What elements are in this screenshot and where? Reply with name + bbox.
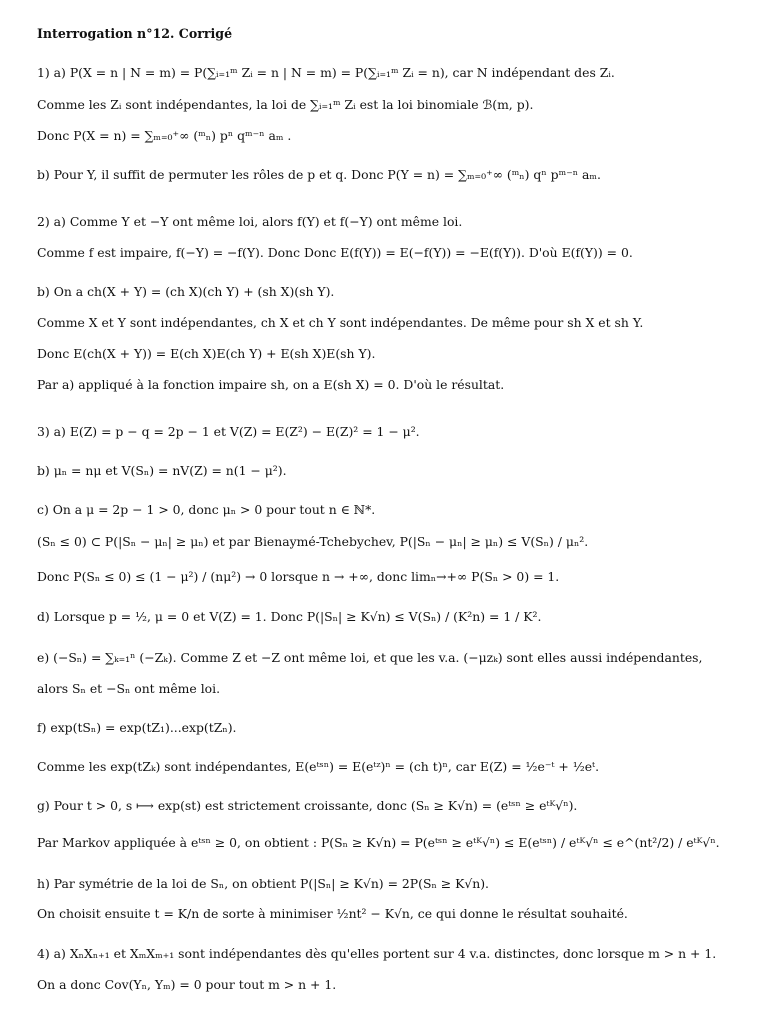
text-line: 2) a) Comme Y et −Y ont même loi, alors f(Y) et f(−Y) ont même loi.: [37, 214, 463, 229]
text-line: Comme f est impaire, f(−Y) = −f(Y). Donc Donc E(f(Y)) = E(−f(Y)) = −E(f(Y)). D'où E(f(Y)) = 0.: [37, 245, 633, 260]
text-line: 3) a) E(Z) = p − q = 2p − 1 et V(Z) = E(Z²) − E(Z)² = 1 − μ².: [37, 424, 420, 439]
text-line: Par a) appliqué à la fonction impaire sh, on a E(sh X) = 0. D'où le résultat.: [37, 377, 505, 392]
text-line: f) exp(tSₙ) = exp(tZ₁)...exp(tZₙ).: [37, 720, 237, 735]
text-line: h) Par symétrie de la loi de Sₙ, on obtient P(|Sₙ| ≥ K√n) = 2P(Sₙ ≥ K√n).: [37, 876, 489, 891]
text-line: Donc P(Sₙ ≤ 0) ≤ (1 − μ²) / (nμ²) → 0 lorsque n → +∞, donc limₙ→+∞ P(Sₙ > 0) = 1.: [37, 569, 560, 584]
text-line: Donc E(ch(X + Y)) = E(ch X)E(ch Y) + E(sh X)E(sh Y).: [37, 346, 376, 361]
text-line: Comme X et Y sont indépendantes, ch X et ch Y sont indépendantes. De même pour sh X et sh Y.: [37, 315, 644, 330]
text-line: b) μₙ = nμ et V(Sₙ) = nV(Z) = n(1 − μ²).: [37, 463, 287, 478]
text-line: Comme les exp(tZₖ) sont indépendantes, E(eᵗˢⁿ) = E(eᵗᶻ)ⁿ = (ch t)ⁿ, car E(Z) = ½e⁻ᵗ + ½eᵗ.: [37, 759, 600, 774]
text-line: 4) a) XₙXₙ₊₁ et XₘXₘ₊₁ sont indépendantes dès qu'elles portent sur 4 v.a. distinctes, donc lorsque m > n + 1.: [37, 946, 717, 961]
text-line: Par Markov appliquée à eᵗˢⁿ ≥ 0, on obtient : P(Sₙ ≥ K√n) = P(eᵗˢⁿ ≥ eᵗᴷ√ⁿ) ≤ E(eᵗˢⁿ) / eᵗᴷ√ⁿ ≤ e^(nt²/2) / eᵗᴷ√ⁿ.: [37, 835, 720, 850]
text-line: On choisit ensuite t = K/n de sorte à minimiser ½nt² − K√n, ce qui donne le résultat souhaité.: [37, 906, 628, 921]
text-line: (Sₙ ≤ 0) ⊂ P(|Sₙ − μₙ| ≥ μₙ) et par Bienaymé-Tchebychev, P(|Sₙ − μₙ| ≥ μₙ) ≤ V(Sₙ) / μₙ².: [37, 534, 589, 549]
document-title: Interrogation n°12. Corrigé: [37, 26, 233, 41]
text-line: b) Pour Y, il suffit de permuter les rôles de p et q. Donc P(Y = n) = ∑ₘ₌₀⁺∞ (ᵐₙ) qⁿ pᵐ⁻ⁿ aₘ.: [37, 167, 601, 182]
text-line: On a donc Cov(Yₙ, Yₘ) = 0 pour tout m > n + 1.: [37, 977, 337, 992]
text-line: e) (−Sₙ) = ∑ₖ₌₁ⁿ (−Zₖ). Comme Z et −Z ont même loi, et que les v.a. (−μzₖ) sont elles aussi indépendantes,: [37, 650, 703, 665]
text-line: d) Lorsque p = ½, μ = 0 et V(Z) = 1. Donc P(|Sₙ| ≥ K√n) ≤ V(Sₙ) / (K²n) = 1 / K².: [37, 609, 542, 624]
text-line: Donc P(X = n) = ∑ₘ₌₀⁺∞ (ᵐₙ) pⁿ qᵐ⁻ⁿ aₘ .: [37, 128, 292, 143]
text-line: c) On a μ = 2p − 1 > 0, donc μₙ > 0 pour tout n ∈ ℕ*.: [37, 502, 376, 517]
text-line: 1) a) P(X = n | N = m) = P(∑ᵢ₌₁ᵐ Zᵢ = n | N = m) = P(∑ᵢ₌₁ᵐ Zᵢ = n), car N indépendant des Zᵢ.: [37, 65, 615, 80]
text-line: Comme les Zᵢ sont indépendantes, la loi de ∑ᵢ₌₁ᵐ Zᵢ est la loi binomiale ℬ(m, p).: [37, 97, 534, 112]
text-line: b) On a ch(X + Y) = (ch X)(ch Y) + (sh X)(sh Y).: [37, 284, 335, 299]
text-line: g) Pour t > 0, s ⟼ exp(st) est strictement croissante, donc (Sₙ ≥ K√n) = (eᵗˢⁿ ≥ eᵗᴷ√ⁿ).: [37, 798, 578, 813]
text-line: alors Sₙ et −Sₙ ont même loi.: [37, 681, 221, 696]
